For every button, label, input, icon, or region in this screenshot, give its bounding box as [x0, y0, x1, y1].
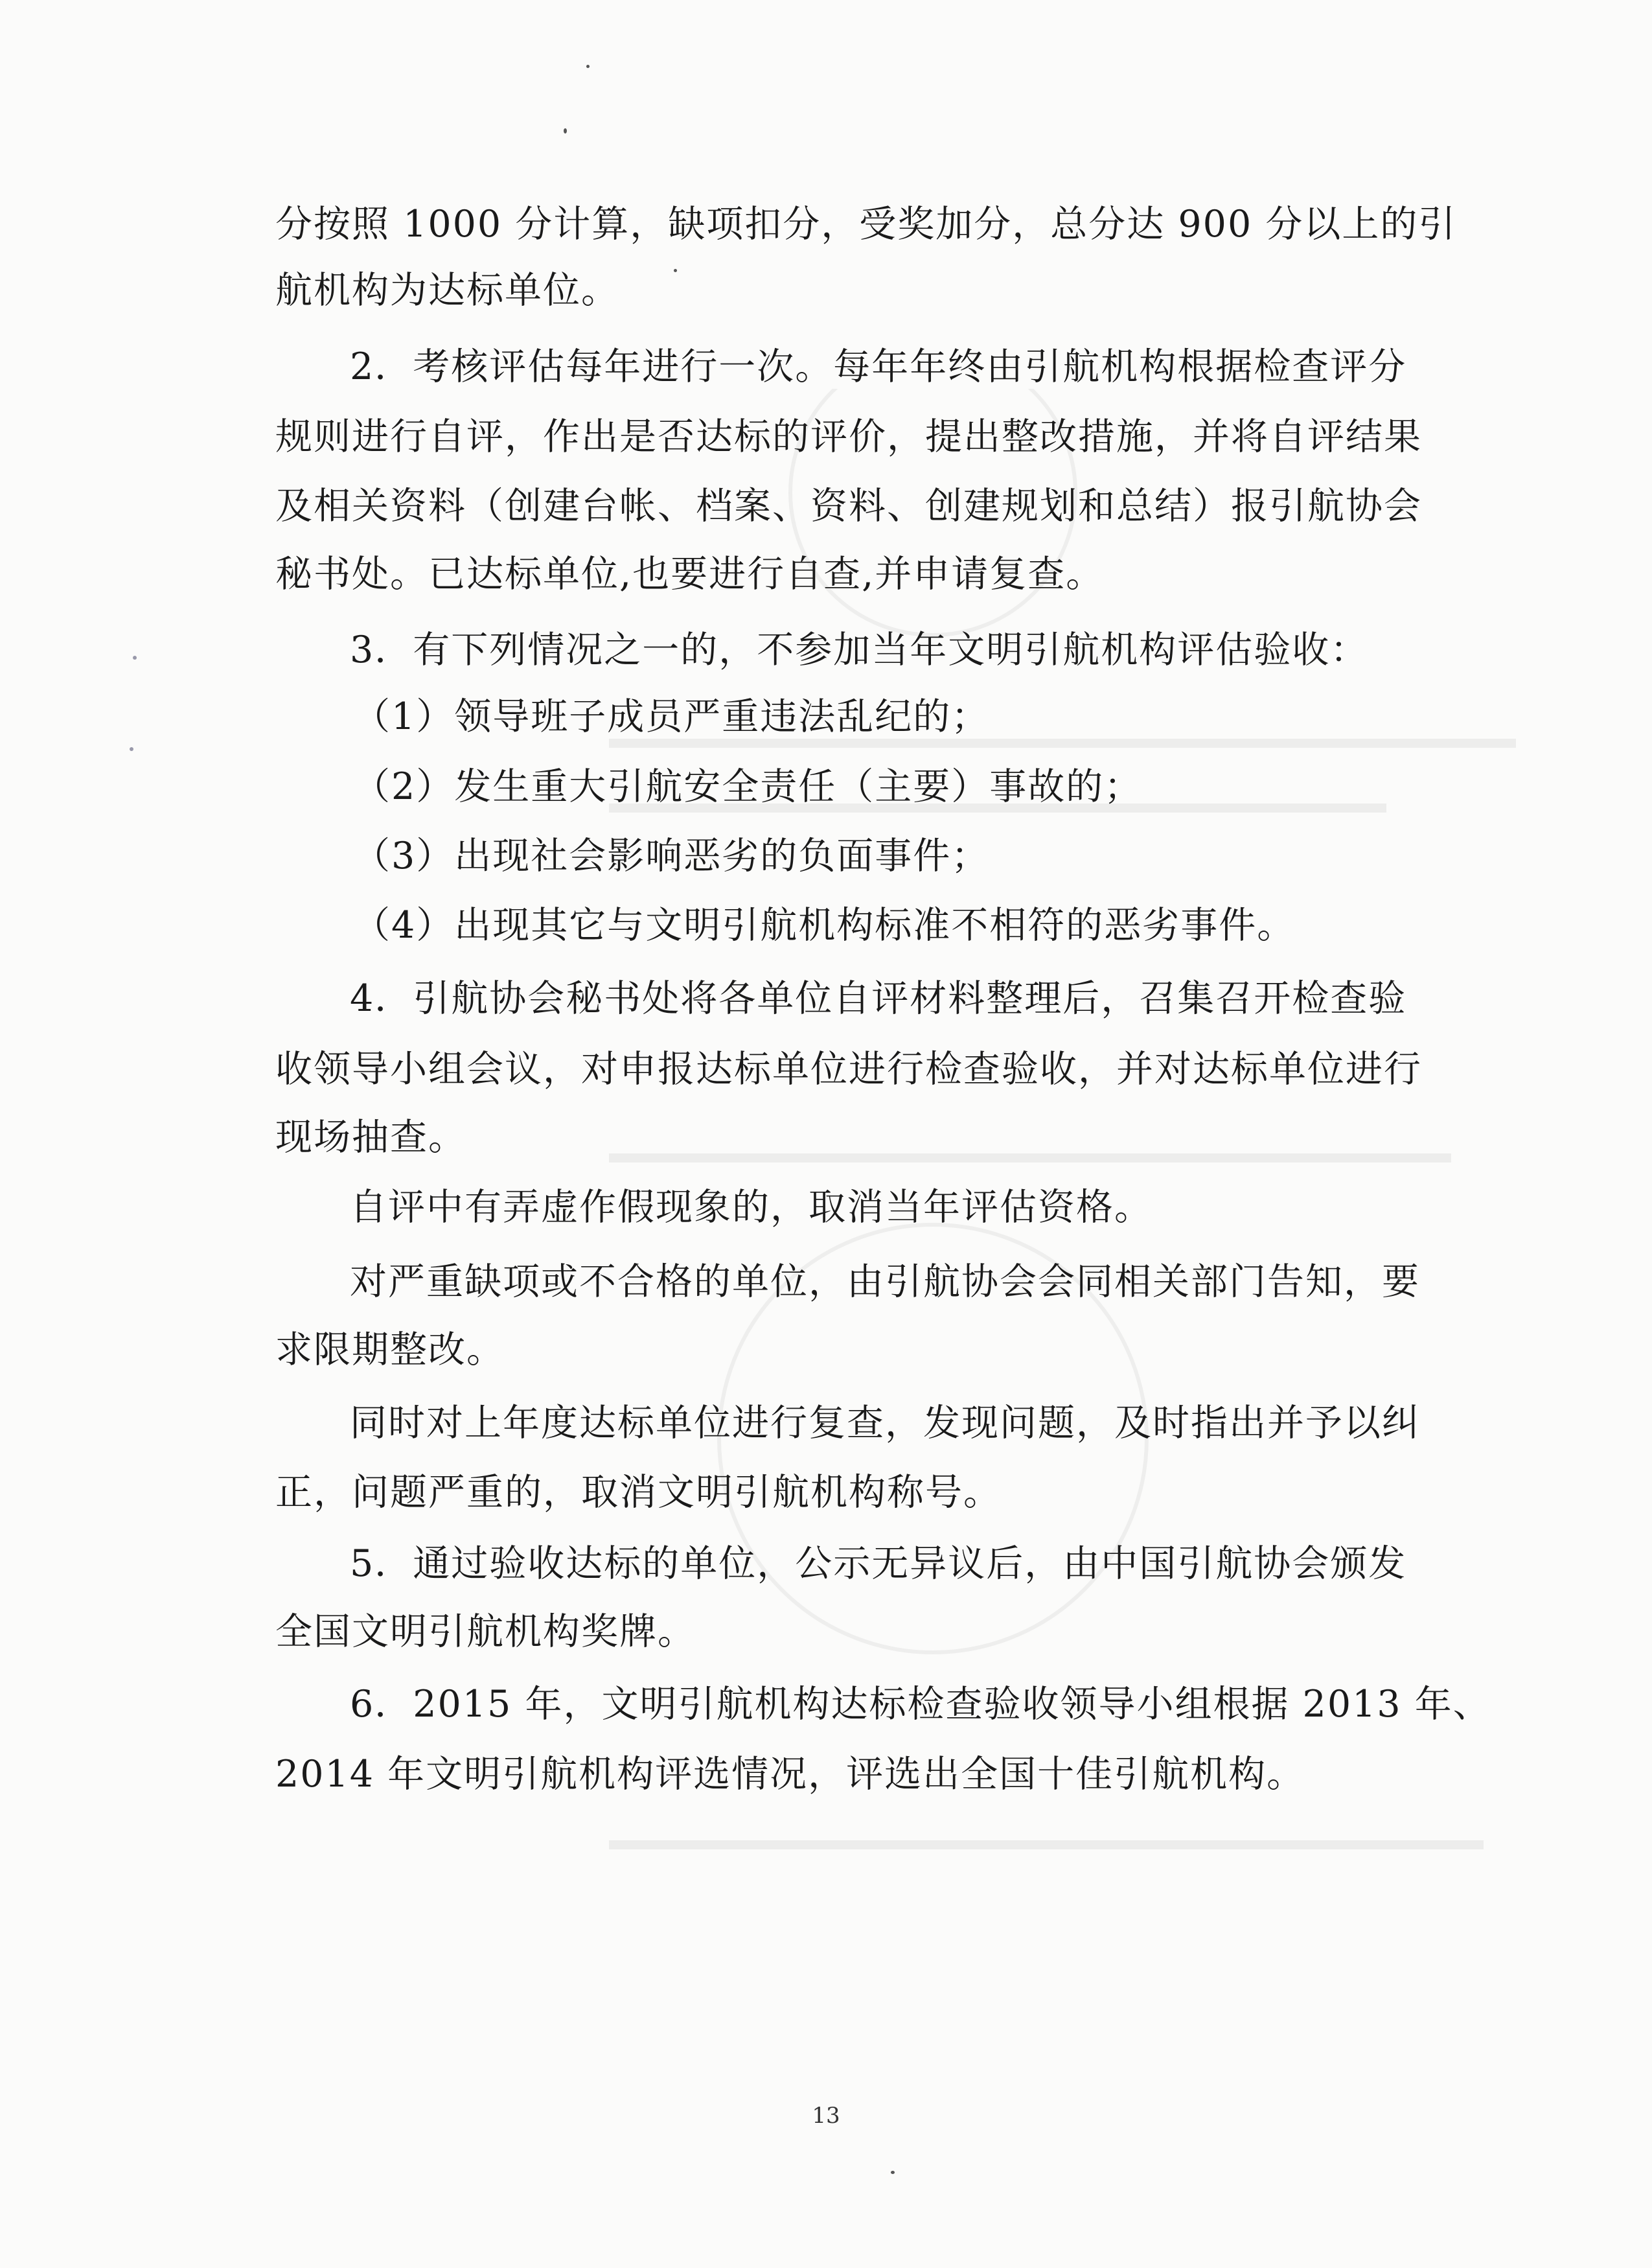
scan-speck	[564, 128, 567, 133]
text-line-9: （2）发生重大引航安全责任（主要）事故的；	[353, 765, 1143, 808]
page-number: 13	[812, 2103, 840, 2129]
text-line-16: 对严重缺项或不合格的单位，由引航协会会同相关部门告知，要	[350, 1260, 1420, 1303]
text-line-19: 正，问题严重的，取消文明引航机构称号。	[275, 1471, 1002, 1514]
scan-speck	[133, 656, 137, 660]
text-line-22: 6．2015 年，文明引航机构达标检查验收领导小组根据 2013 年、	[350, 1683, 1491, 1726]
scan-speck	[891, 2171, 895, 2174]
scan-speck	[674, 269, 677, 272]
text-line-3: 2．考核评估每年进行一次。每年年终由引航机构根据检查评分	[350, 345, 1407, 388]
text-line-10: （3）出现社会影响恶劣的负面事件；	[353, 835, 990, 877]
text-line-21: 全国文明引航机构奖牌。	[275, 1610, 696, 1653]
text-line-11: （4）出现其它与文明引航机构标准不相符的恶劣事件。	[353, 904, 1296, 947]
text-line-7: 3．有下列情况之一的，不参加当年文明引航机构评估验收：	[350, 629, 1369, 671]
text-line-4: 规则进行自评，作出是否达标的评价，提出整改措施，并将自评结果	[275, 415, 1422, 458]
text-line-14: 现场抽查。	[275, 1116, 466, 1159]
text-line-1: 分按照 1000 分计算，缺项扣分，受奖加分，总分达 900 分以上的引	[275, 203, 1457, 246]
text-line-23: 2014 年文明引航机构评选情况，评选出全国十佳引航机构。	[275, 1753, 1305, 1796]
text-line-12: 4．引航协会秘书处将各单位自评材料整理后，召集召开检查验	[350, 977, 1407, 1020]
text-line-6: 秘书处。已达标单位,也要进行自查,并申请复查。	[275, 553, 1105, 596]
text-line-13: 收领导小组会议，对申报达标单位进行检查验收，并对达标单位进行	[275, 1048, 1422, 1091]
text-line-15: 自评中有弄虚作假现象的，取消当年评估资格。	[350, 1186, 1153, 1229]
text-line-18: 同时对上年度达标单位进行复查，发现问题，及时指出并予以纠	[350, 1402, 1420, 1444]
text-line-17: 求限期整改。	[275, 1328, 505, 1371]
text-line-8: （1）领导班子成员严重违法乱纪的；	[353, 695, 990, 738]
text-line-2: 航机构为达标单位。	[275, 269, 619, 312]
text-line-5: 及相关资料（创建台帐、档案、资料、创建规划和总结）报引航协会	[275, 485, 1422, 527]
scan-speck	[586, 65, 590, 68]
text-line-20: 5．通过验收达标的单位，公示无异议后，由中国引航协会颁发	[350, 1542, 1407, 1585]
scan-speck	[130, 747, 133, 751]
